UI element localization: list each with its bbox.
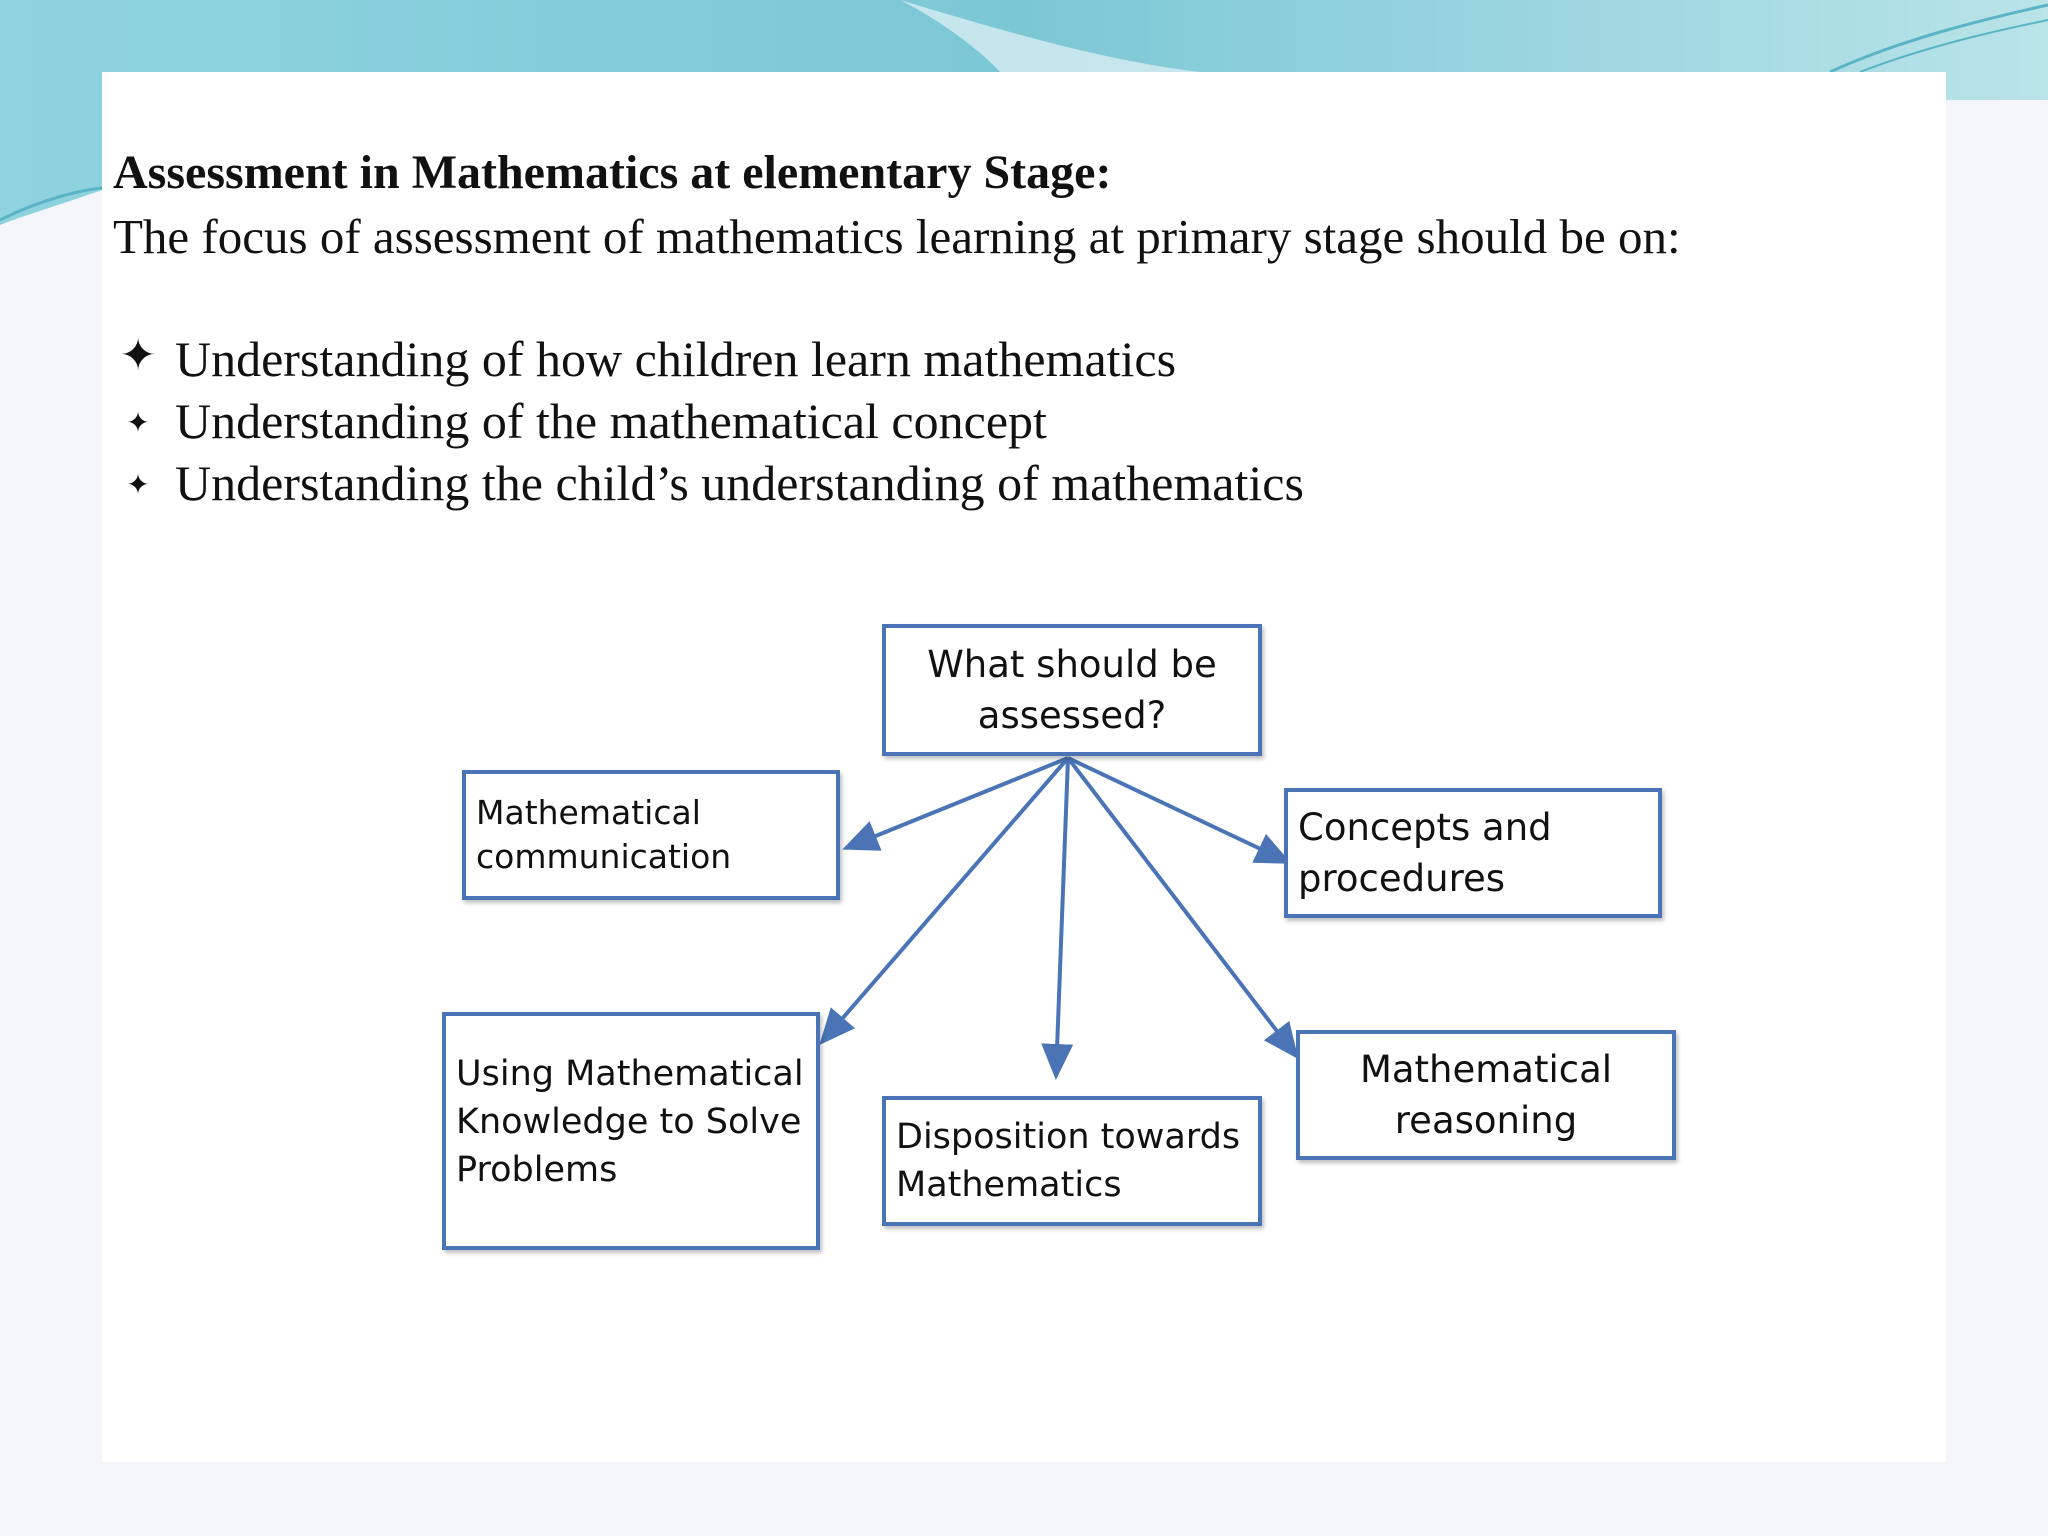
connector-arrow-communication xyxy=(846,758,1068,848)
star-bullet-icon: ✦ xyxy=(126,470,150,501)
node-concepts-and-procedures xyxy=(1284,788,1662,918)
node-disposition-towards-mathematics xyxy=(882,1096,1262,1226)
slide-intro: The focus of assessment of mathematics learning at primary stage should be on: xyxy=(113,209,1681,264)
connector-arrow-concepts xyxy=(1068,758,1288,862)
connector-arrow-disposition xyxy=(1056,758,1068,1076)
node-what-should-be-assessed xyxy=(882,624,1262,756)
bullet-text: Understanding the child’s understanding of mathematics xyxy=(175,455,1304,511)
connector-arrow-problems xyxy=(822,758,1068,1042)
node-mathematical-communication xyxy=(462,770,840,900)
star-bullet-icon: ✦ xyxy=(126,408,150,439)
node-reasoning-line: reasoning xyxy=(1394,1099,1578,1142)
bullet-text: Understanding of how children learn mathematics xyxy=(175,331,1177,387)
slide-title: Assessment in Mathematics at elementary Stage: xyxy=(113,146,1112,199)
node-root-line: assessed? xyxy=(977,694,1167,737)
node-disposition-line: Mathematics xyxy=(896,1165,1122,1205)
node-using-knowledge-to-solve-problems xyxy=(442,1012,820,1250)
bullet-text: Understanding of the mathematical concept xyxy=(175,393,1047,449)
node-communication-line: communication xyxy=(476,837,732,876)
node-problems-line: Knowledge to Solve xyxy=(456,1102,802,1142)
connector-arrow-reasoning xyxy=(1068,758,1296,1056)
node-problems-line: Problems xyxy=(456,1150,618,1190)
node-reasoning-line: Mathematical xyxy=(1359,1048,1613,1091)
node-communication-line: Mathematical xyxy=(476,793,701,832)
star-bullet-icon: ✦ xyxy=(119,331,157,380)
node-concepts-line: Concepts and xyxy=(1298,806,1552,849)
node-problems-line: Using Mathematical xyxy=(456,1054,804,1094)
node-disposition-line: Disposition towards xyxy=(896,1117,1241,1157)
node-root-line: What should be xyxy=(927,643,1217,686)
node-mathematical-reasoning xyxy=(1296,1030,1676,1160)
node-concepts-line: procedures xyxy=(1298,857,1506,900)
